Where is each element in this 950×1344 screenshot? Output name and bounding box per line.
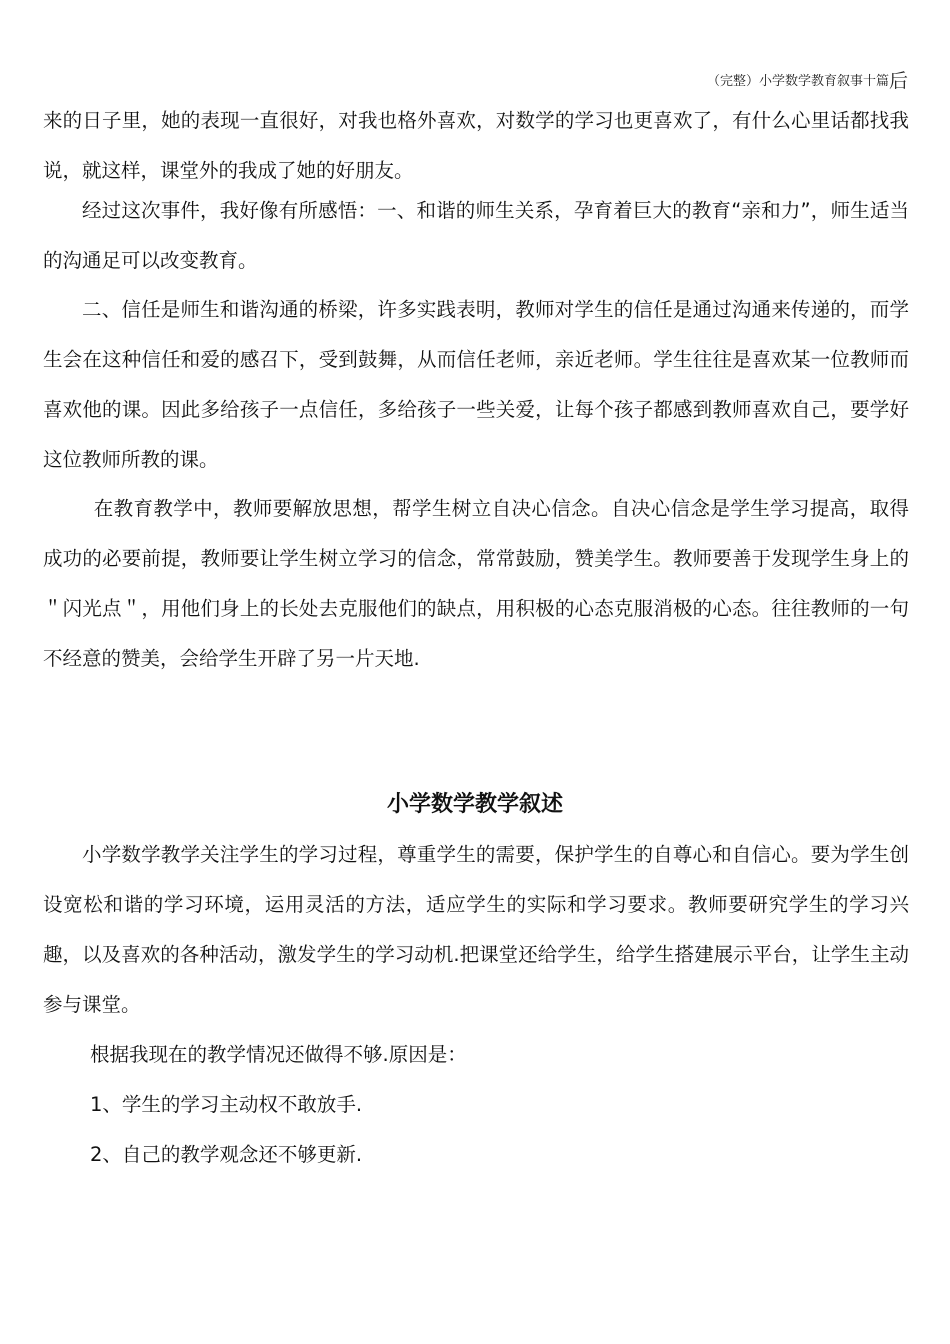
paragraph-continuation: 来的日子里，她的表现一直很好，对我也格外喜欢，对数学的学习也更喜欢了，有什么心里话都找我说，就这样，课堂外的我成了她的好朋友。 (43, 109, 909, 182)
paragraph-reflection-1: 经过这次事件，我好像有所感悟：一、和谐的师生关系，孕育着巨大的教育“亲和力”，师生适当的沟通足可以改变教育。 (43, 199, 909, 272)
paragraph-reflection-2: 二、信任是师生和谐沟通的桥梁，许多实践表明，教师对学生的信任是通过沟通来传递的，而学生会在这种信任和爱的感召下，受到鼓舞，从而信任老师，亲近老师。学生往往是喜欢某一位教师而喜欢他的课。因此多给孩子一点信任，多给孩子一些关爱，让每个孩子都感到教师喜欢自己，要学好这位教师所教的课。 (43, 298, 909, 471)
running-header (707, 70, 908, 93)
paragraph-teaching-intro: 小学数学教学关注学生的学习过程，尊重学生的需要，保护学生的自尊心和自信心。要为学生创设宽松和谐的学习环境，运用灵活的方法，适应学生的实际和学习要求。教师要研究学生的学习兴趣，以及喜欢的各种活动，激发学生的学习动机.把课堂还给学生，给学生搭建展示平台，让学生主动参与课堂。 (43, 843, 909, 1016)
paragraph-reflection-3: 在教育教学中，教师要解放思想，帮学生树立自决心信念。自决心信念是学生学习提高，取得成功的必要前提，教师要让学生树立学习的信念，常常鼓励，赞美学生。教师要善于发现学生身上的＂闪光点＂，用他们身上的长处去克服他们的缺点，用积极的心态克服消极的心态。往往教师的一句不经意的赞美，会给学生开辟了另一片天地. (43, 497, 909, 670)
list-item: 1、学生的学习主动权不敢放手. (90, 1093, 363, 1116)
running-header-tail: 后 (888, 70, 908, 92)
section-title: 小学数学教学叙述 (386, 792, 563, 817)
running-header-title: （完整）小学数学教育叙事十篇 (706, 74, 889, 89)
list-item: 2、自己的教学观念还不够更新. (90, 1143, 363, 1166)
paragraph-reasons-lead: 根据我现在的教学情况还做得不够.原因是： (90, 1043, 467, 1066)
